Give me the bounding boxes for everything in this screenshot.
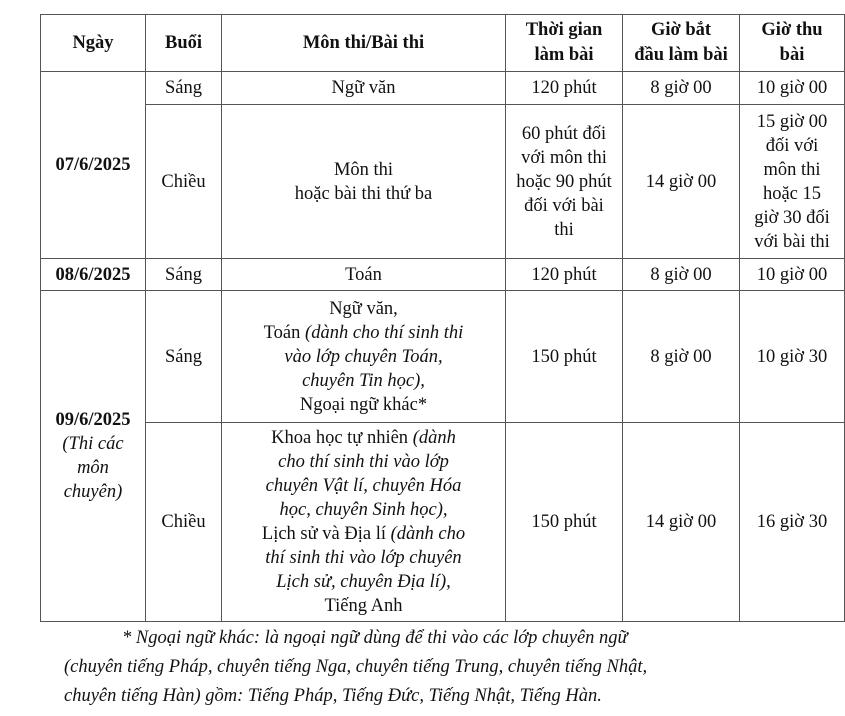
session-cell: Sáng: [146, 291, 222, 423]
footnote: [64, 624, 782, 711]
end-time-line: hoặc 15: [762, 183, 822, 204]
header-duration: [506, 15, 623, 72]
footnote-line: (chuyên tiếng Pháp, chuyên tiếng Nga, chuyên tiếng Trung, chuyên tiếng Nhật,: [64, 657, 648, 677]
subject-cell: Ngữ văn: [222, 72, 506, 105]
start-time-cell: 8 giờ 00: [623, 259, 740, 291]
header-session: Buổi: [146, 15, 222, 72]
duration-line: đối với bài: [524, 195, 604, 216]
start-time-cell: 14 giờ 00: [623, 105, 740, 259]
start-time-cell: 14 giờ 00: [623, 423, 740, 622]
date-text: 09/6/2025: [55, 410, 131, 430]
session-cell: Chiều: [146, 105, 222, 259]
subject-line: Môn thi: [333, 159, 394, 180]
subject-cell: Toán: [222, 259, 506, 291]
header-end-line: bài: [779, 45, 805, 65]
end-time-line: đối với: [765, 135, 819, 156]
subject-note: (dành cho: [390, 524, 466, 544]
duration-cell: 150 phút: [506, 423, 623, 622]
session-cell: Sáng: [146, 72, 222, 105]
duration-cell: [506, 105, 623, 259]
date-cell: 07/6/2025: [41, 72, 146, 259]
exam-schedule-table: [40, 14, 845, 622]
end-time-line: 15 giờ 00: [756, 111, 828, 132]
table-row: [41, 105, 845, 259]
date-cell: [41, 291, 146, 622]
header-start-line: Giờ bắt: [650, 20, 712, 40]
footnote-line: * Ngoại ngữ khác: là ngoại ngữ dùng để thi vào các lớp chuyên ngữ: [122, 628, 628, 648]
table-row: [41, 72, 845, 105]
header-subject: Môn thi/Bài thi: [222, 15, 506, 72]
end-time-cell: 10 giờ 30: [740, 291, 845, 423]
subject-text: Khoa học tự nhiên: [271, 428, 413, 448]
end-time-cell: [740, 105, 845, 259]
header-duration-line: làm bài: [534, 45, 594, 65]
end-time-cell: 10 giờ 00: [740, 72, 845, 105]
subject-text: Toán: [263, 322, 306, 343]
duration-cell: 150 phút: [506, 291, 623, 423]
duration-line: hoặc 90 phút: [516, 171, 612, 192]
date-note-line: môn: [77, 458, 109, 478]
session-cell: Chiều: [146, 423, 222, 622]
subject-note-line: chuyên Tin học),: [302, 370, 425, 391]
duration-line: với môn thi: [521, 147, 607, 168]
duration-cell: 120 phút: [506, 259, 623, 291]
header-start-time: [623, 15, 740, 72]
subject-note: (dành cho thí sinh thi: [305, 322, 464, 343]
header-end-line: Giờ thu: [761, 20, 823, 40]
subject-note-line: vào lớp chuyên Toán,: [284, 346, 443, 367]
subject-cell: [222, 291, 506, 423]
subject-note: (dành: [412, 428, 456, 448]
header-start-line: đầu làm bài: [634, 45, 728, 65]
subject-note-line: thí sinh thi vào lớp chuyên: [265, 548, 462, 568]
end-time-line: giờ 30 đối: [754, 207, 830, 228]
subject-note-line: cho thí sinh thi vào lớp: [278, 452, 449, 472]
subject-line: [225, 321, 502, 345]
header-date: Ngày: [41, 15, 146, 72]
subject-note-line: chuyên Vật lí, chuyên Hóa: [265, 476, 462, 496]
header-duration-line: Thời gian: [525, 20, 603, 40]
end-time-cell: 10 giờ 00: [740, 259, 845, 291]
duration-cell: 120 phút: [506, 72, 623, 105]
end-time-cell: 16 giờ 30: [740, 423, 845, 622]
subject-line: Ngữ văn,: [329, 298, 398, 319]
end-time-line: với bài thi: [754, 231, 830, 252]
header-row: [41, 15, 845, 72]
start-time-cell: 8 giờ 00: [623, 72, 740, 105]
footnote-line: chuyên tiếng Hàn) gồm: Tiếng Pháp, Tiếng Đức, Tiếng Nhật, Tiếng Hàn.: [64, 686, 602, 706]
header-end-time: [740, 15, 845, 72]
subject-line: Tiếng Anh: [324, 596, 403, 616]
table-row: [41, 291, 845, 423]
subject-line: [225, 522, 502, 546]
subject-cell: [222, 423, 506, 622]
date-note-line: chuyên): [63, 482, 123, 502]
subject-note-line: Lịch sử, chuyên Địa lí),: [276, 572, 451, 592]
date-cell: 08/6/2025: [41, 259, 146, 291]
subject-line: [225, 426, 502, 450]
duration-line: thi: [554, 219, 574, 240]
table-row: [41, 259, 845, 291]
end-time-line: môn thi: [763, 159, 821, 180]
subject-note-line: học, chuyên Sinh học),: [279, 500, 448, 520]
subject-line: Ngoại ngữ khác*: [299, 394, 428, 415]
session-cell: Sáng: [146, 259, 222, 291]
table-row: [41, 423, 845, 622]
date-note-line: (Thi các: [62, 434, 124, 454]
subject-text: Lịch sử và Địa lí: [261, 524, 391, 544]
duration-line: 60 phút đối: [521, 123, 607, 144]
subject-line: hoặc bài thi thứ ba: [294, 183, 433, 204]
subject-cell: [222, 105, 506, 259]
start-time-cell: 8 giờ 00: [623, 291, 740, 423]
